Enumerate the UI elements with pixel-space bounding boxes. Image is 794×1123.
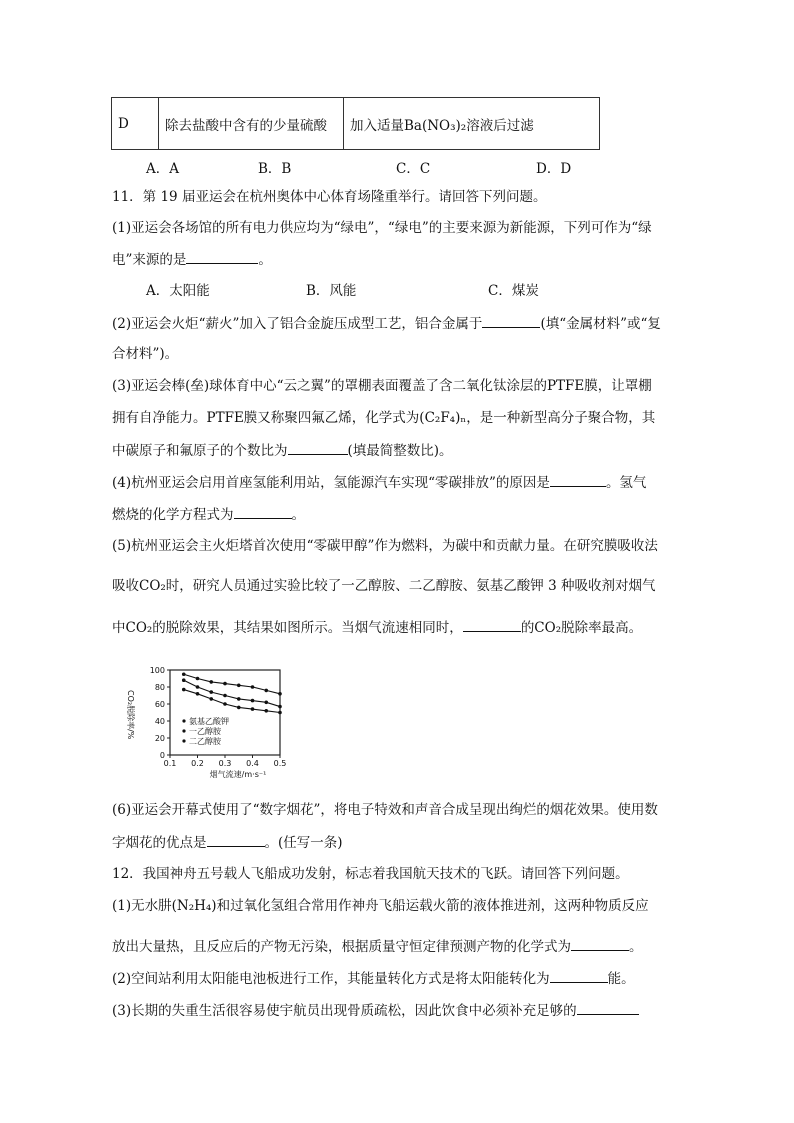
q11-stem: 11．第 19 届亚运会在杭州奥体中心体育场隆重举行。请回答下列问题。 — [112, 189, 547, 205]
choice-d: D．D — [536, 161, 572, 177]
x-tick-label: 0.5 — [273, 759, 287, 768]
q11-p4-end: 。氢气 — [605, 475, 647, 491]
answer-blank[interactable] — [482, 313, 540, 328]
legend-label: 一乙醇胺 — [189, 727, 221, 736]
q12-p2-text: (2)空间站利用太阳能电池板进行工作，其能量转化方式是将太阳能转化为 — [112, 971, 550, 987]
q11-p3-end: (填最简整数比)。 — [347, 443, 453, 459]
data-point — [223, 682, 227, 686]
q12-p1-end: 。 — [629, 939, 643, 955]
table-cell-option: D — [112, 98, 159, 150]
data-point — [251, 699, 255, 703]
table-cell-method: 加入适量Ba(NO₃)₂溶液后过滤 — [344, 98, 600, 150]
y-tick-label: 20 — [154, 734, 165, 743]
x-tick-label: 0.3 — [218, 759, 232, 768]
q11-p5-line2: 吸收CO₂时，研究人员通过实验比较了一乙醇胺、二乙醇胺、氨基乙酸钾 3 种吸收剂对烟气 — [112, 578, 656, 594]
q11-p6-line2 — [112, 832, 343, 853]
q11-option-a: A．太阳能 — [146, 283, 210, 299]
answer-blank[interactable] — [186, 249, 258, 264]
data-point — [209, 680, 213, 684]
q12-p2-line — [112, 968, 635, 989]
q11-p3-line1: (3)亚运会棒(垒)球体育中心“云之翼”的罩棚表面覆盖了含二氧化钛涂层的PTFE膜，让罩棚 — [112, 378, 652, 394]
q11-p3-text: 中碳原子和氟原子的个数比为 — [112, 443, 288, 459]
q11-p2-line2: 合材料”)。 — [112, 346, 179, 362]
q11-p5-line3 — [112, 617, 642, 638]
q11-p1-line2 — [112, 249, 272, 270]
q11-p4-end2: 。 — [291, 507, 305, 523]
legend-marker — [182, 739, 185, 742]
q11-p4-text: (4)杭州亚运会启用首座氢能利用站，氢能源汽车实现“零碳排放”的原因是 — [112, 475, 550, 491]
q12-p3-line — [112, 1000, 639, 1021]
legend-marker — [182, 729, 185, 732]
q11-p2-text: (2)亚运会火炬“薪火”加入了铝合金旋压成型工艺，铝合金属于 — [112, 316, 483, 332]
data-point — [223, 702, 227, 706]
answer-blank[interactable] — [550, 472, 606, 487]
data-point — [278, 692, 282, 696]
data-point — [237, 697, 241, 701]
data-point — [278, 711, 282, 715]
data-point — [209, 697, 213, 701]
q12-p2-end: 能。 — [607, 971, 635, 987]
answer-blank[interactable] — [571, 936, 629, 951]
data-point — [182, 672, 186, 676]
answer-blank[interactable] — [234, 504, 292, 519]
data-point — [251, 685, 255, 689]
q11-p6-line1: (6)亚运会开幕式使用了“数字烟花”，将电子特效和声音合成呈现出绚烂的烟花效果。使用数 — [112, 802, 658, 818]
table-row — [112, 98, 600, 150]
data-point — [182, 678, 186, 682]
q11-p6-end: 。(任写一条) — [264, 835, 343, 851]
answer-blank[interactable] — [550, 968, 608, 983]
q11-p4-line1 — [112, 472, 646, 493]
data-point — [264, 709, 268, 713]
q11-p3-line2: 拥有自净能力。PTFE膜又称聚四氟乙烯，化学式为(C₂F₄)ₙ，是一种新型高分子聚合物，其 — [112, 410, 656, 426]
q11-p2-line1 — [112, 313, 661, 334]
answer-blank[interactable] — [207, 832, 265, 847]
x-tick-label: 0.4 — [246, 759, 259, 768]
q11-p4-line2 — [112, 504, 305, 525]
co2-removal-chart — [120, 660, 290, 780]
data-point — [264, 689, 268, 693]
data-point — [251, 707, 255, 711]
x-tick-label: 0.2 — [191, 759, 204, 768]
x-tick-label: 0.1 — [163, 759, 177, 768]
legend-label: 二乙醇胺 — [189, 737, 221, 746]
x-axis-label: 烟气流速/m·s⁻¹ — [209, 770, 267, 779]
y-tick-label: 40 — [154, 717, 165, 726]
q11-p3-line3 — [112, 440, 453, 461]
choice-b: B．B — [258, 161, 292, 177]
q11-p5-end: 的CO₂脱除率最高。 — [520, 620, 643, 636]
y-tick-label: 80 — [154, 683, 165, 692]
options-table — [111, 97, 600, 150]
q12-p3-text: (3)长期的失重生活很容易使宇航员出现骨质疏松，因此饮食中必须补充足够的 — [112, 1003, 577, 1019]
y-tick-label: 60 — [154, 700, 165, 709]
q11-p1-end: 。 — [258, 252, 272, 268]
choice-a: A．A — [146, 161, 179, 177]
q12-p1-text: 放出大量热，且反应后的产物无污染，根据质量守恒定律预测产物的化学式为 — [112, 939, 571, 955]
y-tick-label: 0 — [159, 751, 165, 760]
q11-p2-end: (填“金属材料”或“复 — [540, 316, 661, 332]
data-point — [209, 690, 213, 694]
data-point — [223, 694, 227, 698]
answer-blank[interactable] — [288, 440, 348, 455]
data-point — [182, 688, 186, 692]
data-point — [237, 706, 241, 710]
q12-stem: 12．我国神舟五号载人飞船成功发射，标志着我国航天技术的飞跃。请回答下列问题。 — [112, 866, 629, 882]
data-point — [237, 684, 241, 688]
data-point — [196, 685, 200, 689]
data-point — [264, 701, 268, 705]
q11-p1-text: 电”来源的是 — [112, 252, 187, 268]
data-point — [196, 677, 200, 681]
y-axis-label: CO₂脱除率/% — [126, 690, 135, 740]
q11-p4-text2: 燃烧的化学方程式为 — [112, 507, 234, 523]
answer-blank[interactable] — [577, 1000, 639, 1015]
q11-p6-text: 字烟花的优点是 — [112, 835, 207, 851]
q11-p1-line1: (1)亚运会各场馆的所有电力供应均为“绿电”，“绿电”的主要来源为新能源，下列可作为“绿 — [112, 220, 652, 236]
data-point — [196, 692, 200, 696]
data-point — [278, 705, 282, 709]
y-tick-label: 100 — [149, 666, 165, 675]
q11-p5-text: 中CO₂的脱除效果，其结果如图所示。当烟气流速相同时， — [112, 620, 463, 636]
table-cell-purpose: 除去盐酸中含有的少量硫酸 — [159, 98, 344, 150]
legend-label: 氨基乙酸钾 — [189, 717, 229, 726]
q11-p5-line1: (5)杭州亚运会主火炬塔首次使用“零碳甲醇”作为燃料，为碳中和贡献力量。在研究膜吸收法 — [112, 538, 658, 554]
q12-p1-line1: (1)无水肼(N₂H₄)和过氧化氢组合常用作神舟飞船运载火箭的液体推进剂，这两种物质反应 — [112, 898, 649, 914]
q12-p1-line2 — [112, 936, 643, 957]
legend-marker — [182, 719, 185, 722]
choice-c: C．C — [396, 161, 431, 177]
q11-option-b: B．风能 — [306, 283, 357, 299]
q11-option-c: C．煤炭 — [488, 283, 539, 299]
answer-blank[interactable] — [463, 617, 521, 632]
